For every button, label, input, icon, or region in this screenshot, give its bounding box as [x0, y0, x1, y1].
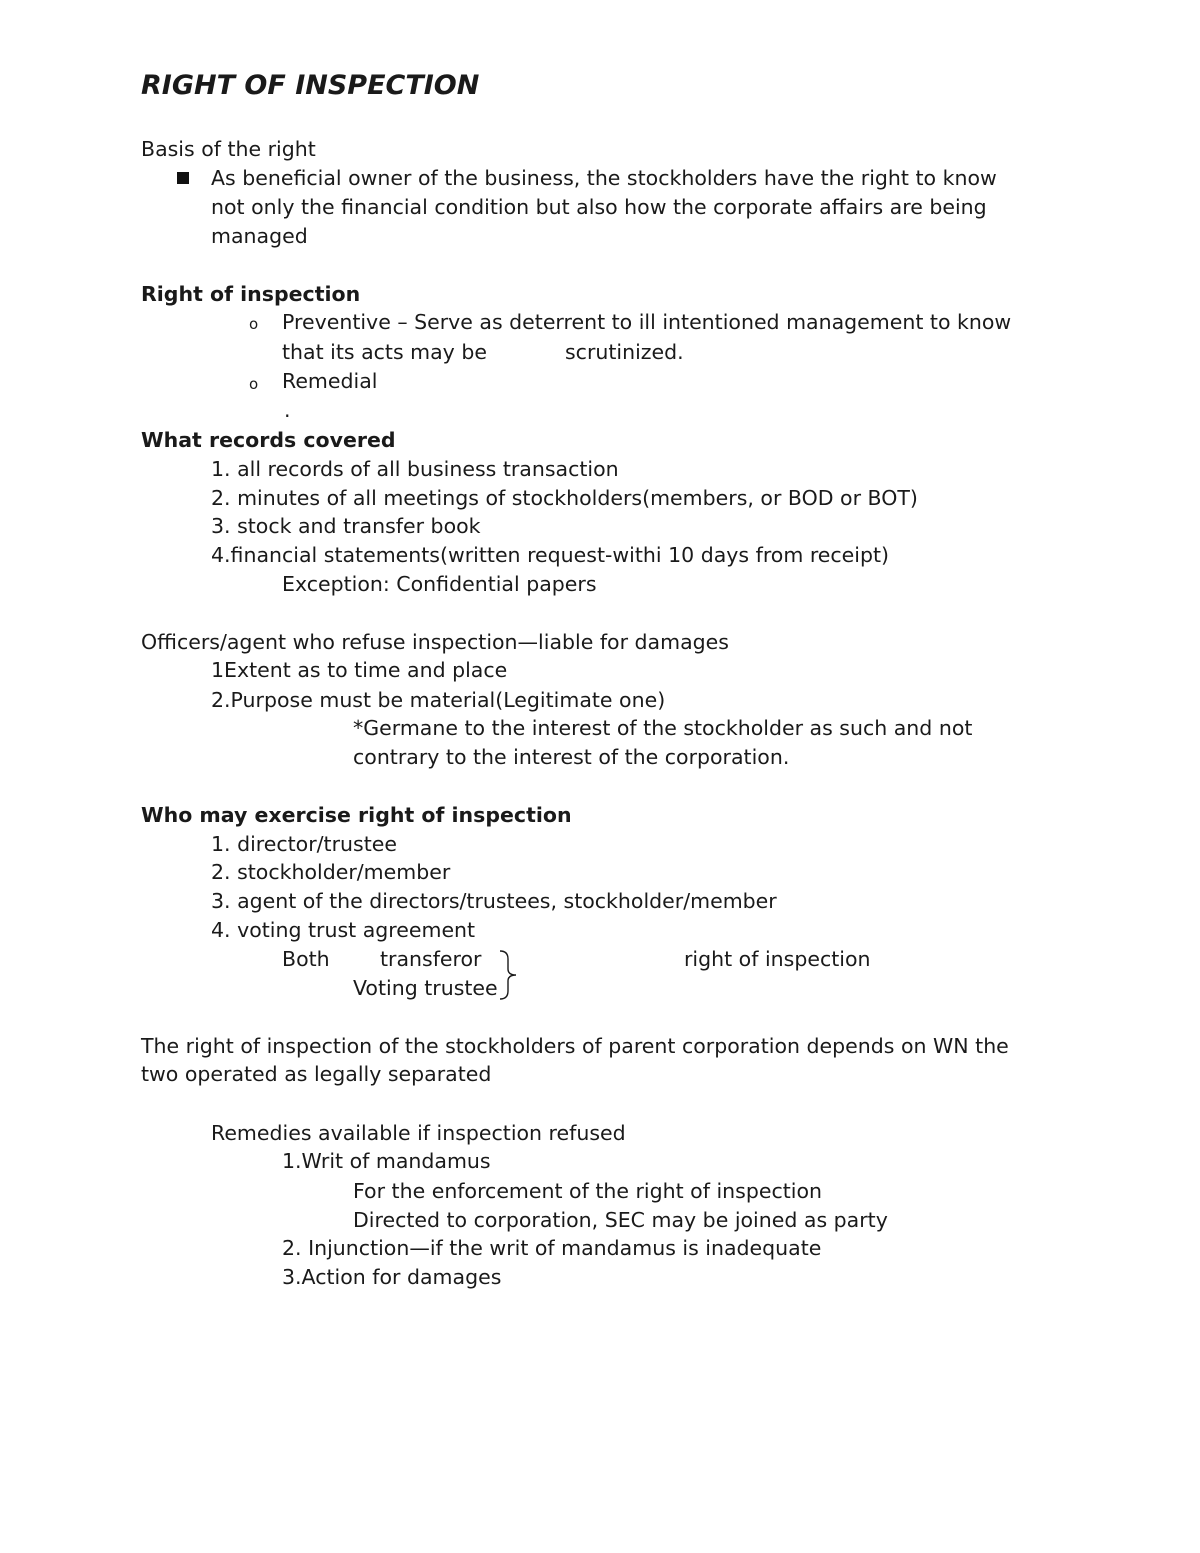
- preventive-line: scrutinized.: [565, 340, 684, 364]
- who-item: 1. director/trustee: [211, 832, 397, 856]
- circle-bullet-icon: o: [249, 315, 259, 333]
- who-item: 4. voting trust agreement: [211, 918, 476, 942]
- officers-item: 1Extent as to time and place: [211, 658, 508, 682]
- records-item: 3. stock and transfer book: [211, 514, 481, 538]
- both-label: Both: [282, 947, 330, 971]
- remedies-writ-line: For the enforcement of the right of inspection: [353, 1179, 822, 1203]
- officers-note: contrary to the interest of the corporation.: [353, 745, 790, 769]
- parent-corp-line: The right of inspection of the stockholders of parent corporation depends on WN the: [141, 1034, 1009, 1058]
- officers-heading: Officers/agent who refuse inspection—liable for damages: [141, 630, 729, 654]
- remedies-heading: Remedies available if inspection refused: [211, 1121, 626, 1145]
- curly-brace-icon: [498, 949, 522, 1001]
- circle-bullet-icon: o: [249, 375, 259, 393]
- basis-line: not only the financial condition but also how the corporate affairs are being: [211, 195, 987, 219]
- records-item: 4.financial statements(written request-withi 10 days from receipt): [211, 543, 890, 567]
- basis-line: As beneficial owner of the business, the stockholders have the right to know: [211, 166, 997, 190]
- who-item: 2. stockholder/member: [211, 860, 451, 884]
- right-label: right of inspection: [684, 947, 871, 971]
- preventive-line: Preventive – Serve as deterrent to ill intentioned management to know: [282, 310, 1012, 334]
- remedial-item: Remedial: [282, 369, 378, 393]
- officers-note: *Germane to the interest of the stockholder as such and not: [353, 716, 973, 740]
- officers-item: 2.Purpose must be material(Legitimate one): [211, 688, 666, 712]
- right-of-inspection-heading: Right of inspection: [141, 282, 361, 306]
- stray-dot: .: [284, 398, 291, 422]
- records-item: 1. all records of all business transaction: [211, 457, 619, 481]
- preventive-line: that its acts may be: [282, 340, 487, 364]
- square-bullet-icon: [177, 172, 189, 184]
- voting-trustee-label: Voting trustee: [353, 976, 498, 1000]
- remedies-writ-line: Directed to corporation, SEC may be joined as party: [353, 1208, 888, 1232]
- remedies-damages: 3.Action for damages: [282, 1265, 502, 1289]
- who-item: 3. agent of the directors/trustees, stockholder/member: [211, 889, 777, 913]
- who-may-exercise-heading: Who may exercise right of inspection: [141, 803, 572, 827]
- transferor-label: transferor: [380, 947, 482, 971]
- basis-line: managed: [211, 224, 308, 248]
- records-item: 2. minutes of all meetings of stockholders(members, or BOD or BOT): [211, 486, 918, 510]
- records-exception: Exception: Confidential papers: [282, 572, 597, 596]
- remedies-injunction: 2. Injunction—if the writ of mandamus is inadequate: [282, 1236, 822, 1260]
- parent-corp-line: two operated as legally separated: [141, 1062, 492, 1086]
- records-heading: What records covered: [141, 428, 396, 452]
- remedies-writ: 1.Writ of mandamus: [282, 1149, 491, 1173]
- document-title: RIGHT OF INSPECTION: [141, 70, 480, 101]
- basis-heading: Basis of the right: [141, 137, 316, 161]
